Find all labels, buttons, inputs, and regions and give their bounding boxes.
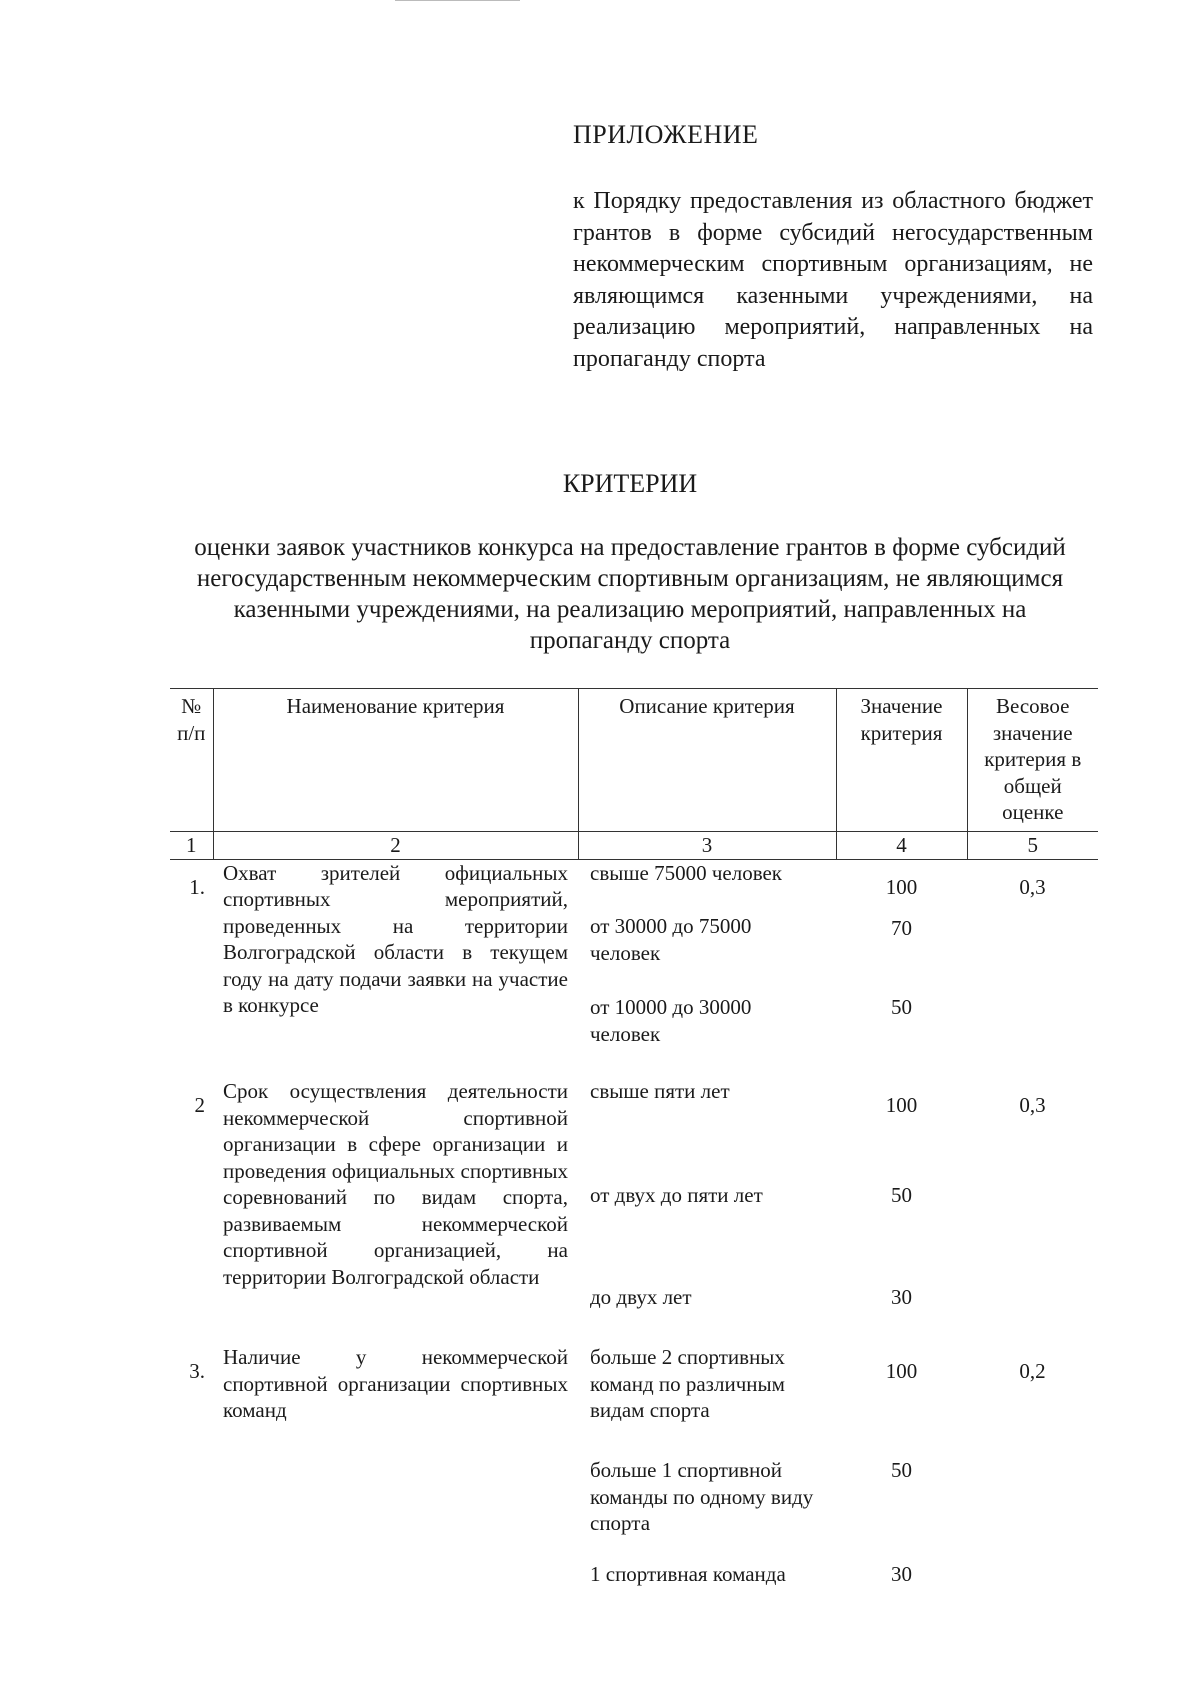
criterion-description: от двух до пяти лет [590,1183,763,1207]
criterion-name: Наличие у некоммерческой спортивной организации спортивных команд [223,1345,568,1422]
criterion-value: 50 [891,995,912,1019]
criterion-description: от 30000 до 75000 человек [590,914,752,965]
row-number: 1. [189,874,205,899]
criterion-weight: 0,3 [1019,1093,1046,1117]
criterion-description: больше 2 спортивных команд по различным видам спорта [590,1345,785,1422]
criteria-title: КРИТЕРИИ [562,469,698,498]
criterion-description: от 10000 до 30000 человек [590,995,752,1046]
criteria-table [170,688,1098,1601]
criterion-value: 70 [891,916,912,940]
header-criterion-weight: Весовое значение критерия в общей оценке [967,689,1098,832]
criterion-description: больше 1 спортивной команды по одному виду спорта [590,1458,814,1535]
criterion-name: Срок осуществления деятельности некоммерческой спортивной организации в сфере организации и проведения официальных спортивных соревнований по видам спорта, развиваемым некоммерческой спортивной организацией, на территории Волгоградской области [223,1079,568,1289]
criterion-value: 100 [885,1359,918,1383]
column-number-1: 1 [170,832,213,860]
criterion-description: до двух лет [590,1285,692,1309]
column-number-4: 4 [836,832,967,860]
scan-artifact-line [395,0,520,1]
header-criterion-value: Значение критерия [836,689,967,832]
criterion-name: Охват зрителей официальных спортивных мероприятий, проведенных на территории Волгоградской области в текущем году на дату подачи заявки на участие в конкурсе [223,860,568,1017]
criterion-weight: 0,3 [1019,874,1046,899]
table-row [170,1344,1098,1457]
appendix-title: ПРИЛОЖЕНИЕ [573,120,759,149]
column-number-2: 2 [213,832,578,860]
column-number-3: 3 [578,832,836,860]
criterion-description: свыше 75000 человек [590,860,783,885]
criterion-weight: 0,2 [1019,1359,1046,1383]
criterion-value: 30 [891,1285,912,1309]
criterion-description: 1 спортивная команда [590,1562,786,1586]
header-number: № п/п [170,689,213,832]
criterion-value: 30 [891,1562,912,1586]
criteria-subtitle: оценки заявок участников конкурса на предоставление грантов в форме субсидий негосударственным некоммерческим спортивным организациям, не являющимся казенными учреждениями, на реализацию мероприятий, направленных на пропаганду спорта [194,534,1066,654]
header-criterion-name: Наименование критерия [213,689,578,832]
criterion-value: 50 [891,1458,912,1482]
criterion-value: 100 [885,1093,918,1117]
table-row [170,1078,1098,1182]
header-criterion-description: Описание критерия [578,689,836,832]
appendix-text: к Порядку предоставления из областного бюджет грантов в форме субсидий негосударственным некоммерческим спортивным организациям, не являющимся казенными учреждениями, на реализацию мероприятий, направленных на пропаганду спорта [573,188,1093,372]
row-number: 3. [189,1359,205,1383]
table-header-row [170,689,1098,832]
column-number-5: 5 [967,832,1098,860]
table-row [170,859,1098,913]
table-column-numbers-row [170,832,1098,860]
criterion-value: 50 [891,1183,912,1207]
criterion-value: 100 [885,874,918,899]
row-number: 2 [194,1093,205,1117]
criterion-description: свыше пяти лет [590,1079,730,1103]
